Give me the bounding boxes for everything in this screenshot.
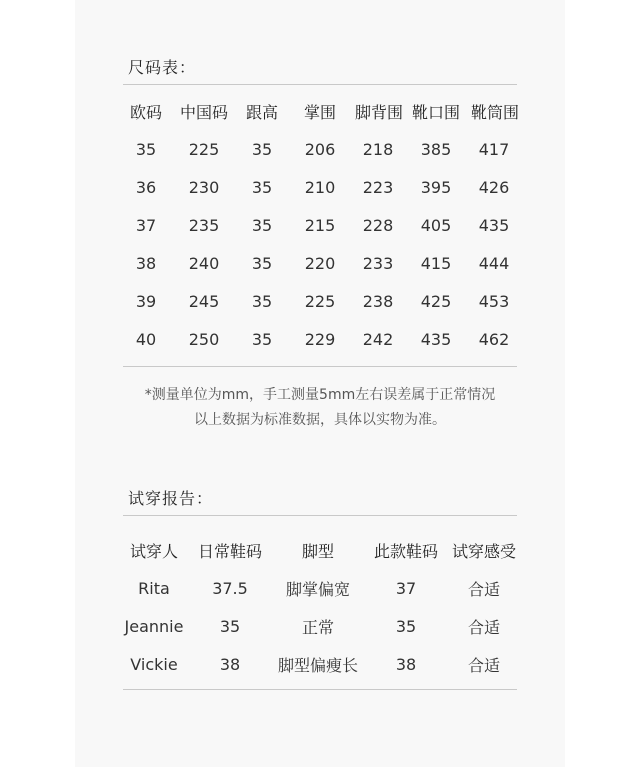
table-cell: 415: [420, 253, 452, 273]
trial-report-top-divider: [123, 515, 517, 516]
table-row: [123, 320, 517, 358]
table-cell: 37: [395, 578, 417, 598]
table-cell: 合适: [467, 617, 500, 637]
table-cell: 242: [362, 329, 394, 349]
header-opening-girth: 靴口围: [411, 102, 460, 122]
table-cell: 425: [420, 291, 452, 311]
table-cell: 230: [188, 177, 220, 197]
table-cell: 35: [219, 616, 241, 636]
size-chart-table: [123, 92, 520, 358]
table-cell: 235: [188, 215, 220, 235]
table-cell: 37.5: [212, 578, 248, 598]
table-cell: Jeannie: [124, 616, 184, 636]
table-cell: 444: [478, 253, 510, 273]
table-cell: 39: [135, 291, 157, 311]
trial-report-bottom-divider: [123, 689, 517, 690]
table-row: [123, 206, 517, 244]
table-cell: 合适: [467, 579, 500, 599]
table-cell: 238: [362, 291, 394, 311]
table-cell: 240: [188, 253, 220, 273]
table-cell: 206: [304, 139, 336, 159]
table-cell: 225: [188, 139, 220, 159]
trial-report-title: 试穿报告：: [128, 489, 214, 508]
table-cell: 417: [478, 139, 510, 159]
table-cell: 225: [304, 291, 336, 311]
table-cell: 453: [478, 291, 510, 311]
table-cell: 435: [478, 215, 510, 235]
table-cell: 正常: [301, 617, 334, 637]
product-detail-panel: [75, 0, 565, 767]
table-row: [123, 569, 517, 607]
table-cell: 405: [420, 215, 452, 235]
table-cell: 385: [420, 139, 452, 159]
table-cell: Rita: [138, 578, 170, 598]
table-cell: 395: [420, 177, 452, 197]
header-ball-girth: 掌围: [303, 102, 336, 122]
table-cell: 462: [478, 329, 510, 349]
header-this-size: 此款鞋码: [373, 541, 438, 561]
table-cell: 228: [362, 215, 394, 235]
table-cell: 35: [251, 329, 273, 349]
table-cell: 35: [135, 139, 157, 159]
standard-data-note: 以上数据为标准数据，具体以实物为准。: [194, 412, 446, 428]
table-cell: 215: [304, 215, 336, 235]
header-wearer: 试穿人: [129, 541, 178, 561]
table-cell: 36: [135, 177, 157, 197]
trial-report-table: [123, 531, 517, 683]
table-cell: 35: [251, 139, 273, 159]
header-cn-size: 中国码: [179, 102, 228, 122]
trial-report-header-row: [123, 531, 517, 569]
table-cell: 35: [251, 291, 273, 311]
table-cell: 233: [362, 253, 394, 273]
size-chart-title: 尺码表：: [128, 58, 197, 77]
size-chart-top-divider: [123, 84, 517, 85]
table-cell: 35: [251, 177, 273, 197]
table-cell: 35: [395, 616, 417, 636]
size-chart-bottom-divider: [123, 366, 517, 367]
table-cell: 223: [362, 177, 394, 197]
table-cell: 脚型偏瘦长: [277, 655, 358, 675]
table-cell: 245: [188, 291, 220, 311]
measurement-note: *测量单位为mm，手工测量5mm左右误差属于正常情况: [144, 387, 496, 403]
table-row: [123, 168, 517, 206]
header-instep-girth: 脚背围: [355, 102, 404, 122]
table-cell: 35: [251, 215, 273, 235]
table-row: [123, 645, 517, 683]
table-row: [123, 130, 517, 168]
table-cell: 合适: [467, 655, 500, 675]
table-row: [123, 244, 517, 282]
header-heel-height: 跟高: [245, 102, 278, 122]
table-cell: 210: [304, 177, 336, 197]
table-cell: 220: [304, 253, 336, 273]
table-cell: 40: [135, 329, 157, 349]
size-chart-header-row: [123, 92, 517, 130]
table-cell: 脚掌偏宽: [285, 579, 350, 599]
header-eu-size: 欧码: [129, 102, 162, 122]
table-cell: 37: [135, 215, 157, 235]
header-fit-feeling: 试穿感受: [451, 541, 516, 561]
header-daily-size: 日常鞋码: [197, 541, 262, 561]
table-cell: 250: [188, 329, 220, 349]
table-cell: 229: [304, 329, 336, 349]
table-row: [123, 607, 517, 645]
table-cell: 435: [420, 329, 452, 349]
table-cell: Vickie: [130, 654, 178, 674]
table-cell: 35: [251, 253, 273, 273]
table-cell: 38: [395, 654, 417, 674]
table-row: [123, 282, 517, 320]
table-cell: 218: [362, 139, 394, 159]
header-foot-type: 脚型: [301, 541, 334, 561]
header-shaft-girth: 靴筒围: [471, 102, 520, 122]
table-cell: 38: [219, 654, 241, 674]
table-cell: 38: [135, 253, 157, 273]
table-cell: 426: [478, 177, 510, 197]
